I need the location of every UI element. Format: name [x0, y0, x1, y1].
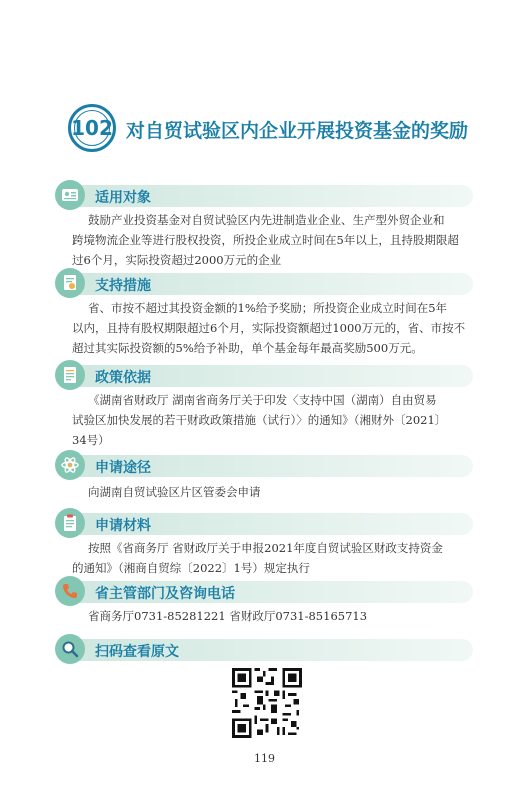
section-header-contact [55, 578, 475, 606]
section-body-target-cont [72, 230, 480, 270]
item-number: 102 [71, 116, 113, 140]
section-header-channel [55, 452, 475, 480]
section-body-basis-cont [72, 410, 480, 450]
section-title: 扫码查看原文 [95, 644, 179, 660]
section-body-channel [88, 482, 482, 502]
phone-icon [55, 576, 85, 606]
qr-code[interactable] [232, 668, 302, 738]
id-card-icon [55, 180, 85, 210]
page-title: 对自贸试验区内企业开展投资基金的奖励 [126, 120, 469, 142]
section-body-basis [88, 390, 482, 410]
page-header [68, 104, 508, 154]
section-title: 适用对象 [95, 190, 151, 206]
body-line: 按照《省商务厅 省财政厅关于申报2021年度自贸试验区财政支持资金 [88, 541, 443, 555]
certificate-icon [55, 268, 85, 298]
section-header-basis [55, 362, 475, 390]
body-line: 34号） [72, 433, 110, 447]
body-line: 以内，且持有股权期限超过6个月，实际投资额超过1000万元的，省、市按不 [72, 321, 466, 335]
section-title: 省主管部门及咨询电话 [95, 586, 235, 602]
body-line: 省、市按不超过其投资金额的1%给予奖励；所投资企业成立时间在5年 [88, 301, 448, 315]
section-body-materials-cont [72, 558, 480, 578]
document-icon [55, 360, 85, 390]
section-body-materials [88, 538, 482, 558]
page-number: 119 [254, 752, 275, 765]
section-title: 支持措施 [95, 278, 151, 294]
section-header-measures [55, 270, 475, 298]
section-header-materials [55, 510, 475, 538]
section-title: 政策依据 [95, 370, 151, 386]
body-line: 向湖南自贸试验区片区管委会申请 [88, 485, 261, 499]
body-line: 省商务厅0731-85281221 省财政厅0731-85165713 [88, 609, 368, 623]
clipboard-icon [55, 508, 85, 538]
body-line: 过6个月，实际投资超过2000万元的企业 [72, 253, 282, 267]
section-body-target [88, 210, 482, 230]
atom-icon [55, 450, 85, 480]
body-line: 的通知》（湘商自贸综〔2022〕1号）规定执行 [72, 561, 310, 575]
body-line: 超过其实际投资额的5%给予补助，单个基金每年最高奖励500万元。 [72, 341, 423, 355]
section-title: 申请途径 [95, 460, 151, 476]
magnifier-icon [55, 634, 85, 664]
section-header-target [55, 182, 475, 210]
section-body-contact [88, 606, 482, 626]
body-line: 跨境物流企业等进行股权投资，所投企业成立时间在5年以上，且持股期限超 [72, 233, 459, 247]
section-body-measures-cont [72, 318, 480, 358]
section-title: 申请材料 [95, 518, 151, 534]
section-body-measures [88, 298, 482, 318]
body-line: 《湖南省财政厅 湖南省商务厅关于印发〈支持中国（湖南）自由贸易 [88, 393, 437, 407]
section-header-scan [55, 636, 475, 664]
body-line: 鼓励产业投资基金对自贸试验区内先进制造业企业、生产型外贸企业和 [88, 213, 445, 227]
body-line: 试验区加快发展的若干财政政策措施（试行）〉的通知》（湘财外〔2021〕 [72, 413, 447, 427]
